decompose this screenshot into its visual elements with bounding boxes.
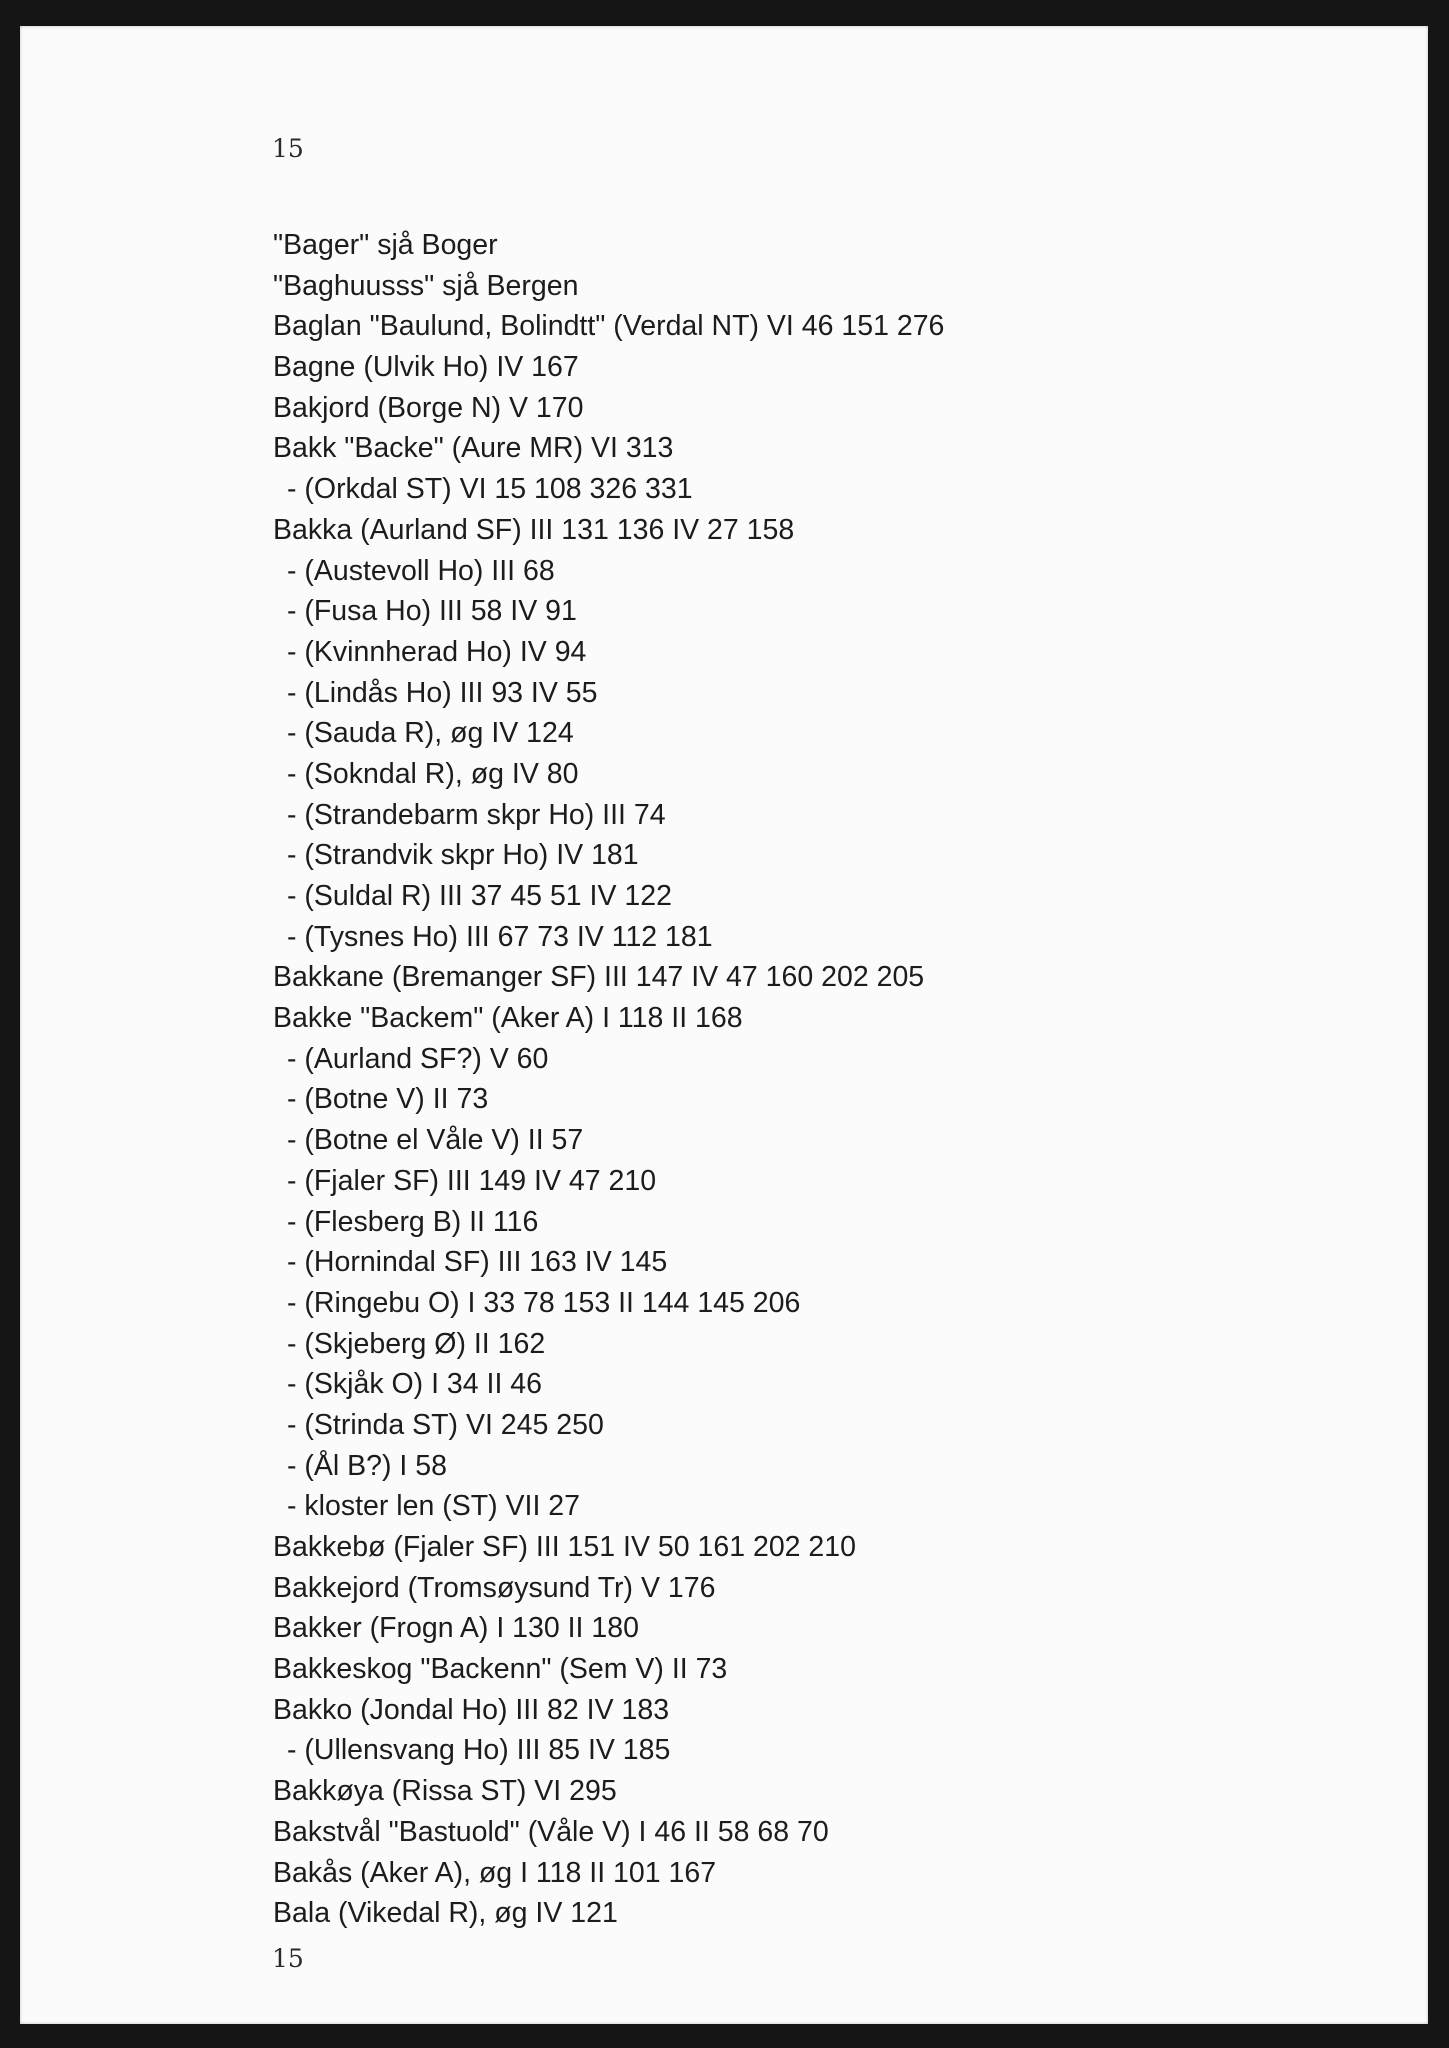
index-subentry: - (Sokndal R), øg IV 80 (287, 757, 579, 790)
index-entry: Bakkane (Bremanger SF) III 147 IV 47 160 202 205 (273, 961, 925, 994)
index-subentry: - (Suldal R) III 37 45 51 IV 122 (287, 880, 672, 912)
index-subentry: - kloster len (ST) VII 27 (287, 1490, 581, 1523)
index-subentry: - (Lindås Ho) III 93 IV 55 (287, 676, 598, 709)
index-entry: Baglan "Baulund, Bolindtt" (Verdal NT) VI 46 151 276 (273, 310, 945, 343)
index-subentry: - (Sauda R), øg IV 124 (287, 717, 574, 750)
index-subentry: - (Skjåk O) I 34 II 46 (287, 1368, 542, 1401)
index-entry: "Bager" sjå Boger (273, 229, 498, 261)
index-entry: Bakk "Backe" (Aure MR) VI 313 (273, 432, 674, 465)
index-subentry: - (Strandvik skpr Ho) IV 181 (287, 839, 639, 872)
index-entry: Bakkeskog "Backenn" (Sem V) II 73 (273, 1653, 728, 1686)
index-entry: Bakkøya (Rissa ST) VI 295 (273, 1775, 617, 1808)
index-subentry: - (Kvinnherad Ho) IV 94 (287, 635, 587, 668)
index-entry: Bakås (Aker A), øg I 118 II 101 167 (273, 1856, 717, 1889)
index-entry-list (273, 225, 944, 1934)
index-entry: Bakka (Aurland SF) III 131 136 IV 27 158 (273, 513, 795, 546)
index-subentry: - (Tysnes Ho) III 67 73 IV 112 181 (287, 920, 713, 953)
index-entry: Bakke "Backem" (Aker A) I 118 II 168 (273, 1002, 743, 1035)
index-subentry: - (Ullensvang Ho) III 85 IV 185 (287, 1734, 671, 1767)
index-entry: Bakjord (Borge N) V 170 (273, 391, 584, 424)
index-entry: Bakkejord (Tromsøysund Tr) V 176 (273, 1571, 716, 1604)
index-subentry: - (Skjeberg Ø) II 162 (287, 1327, 546, 1360)
index-subentry: - (Austevoll Ho) III 68 (287, 554, 555, 587)
index-subentry: - (Aurland SF?) V 60 (287, 1042, 549, 1075)
index-subentry: - (Ringebu O) I 33 78 153 II 144 145 206 (287, 1286, 801, 1319)
index-entry: Bakko (Jondal Ho) III 82 IV 183 (273, 1693, 670, 1726)
index-subentry: - (Ål B?) I 58 (287, 1449, 447, 1482)
index-entry: Bagne (Ulvik Ho) IV 167 (273, 351, 579, 384)
index-subentry: - (Strandebarm skpr Ho) III 74 (287, 798, 666, 831)
index-subentry: - (Flesberg B) II 116 (287, 1205, 539, 1238)
index-entry: Bakkebø (Fjaler SF) III 151 IV 50 161 202 210 (273, 1531, 856, 1563)
index-entry: Bakstvål "Bastuold" (Våle V) I 46 II 58 68 70 (273, 1815, 829, 1848)
page-number-top: 15 (272, 134, 304, 163)
index-subentry: - (Botne el Våle V) II 57 (287, 1124, 584, 1157)
index-subentry: - (Orkdal ST) VI 15 108 326 331 (287, 473, 693, 506)
document-page (20, 26, 1428, 2024)
page-number-bottom: 15 (272, 1944, 304, 1973)
index-entry: Bala (Vikedal R), øg IV 121 (273, 1897, 618, 1930)
index-subentry: - (Hornindal SF) III 163 IV 145 (287, 1246, 668, 1279)
index-entry: Bakker (Frogn A) I 130 II 180 (273, 1612, 639, 1645)
index-entry: "Baghuusss" sjå Bergen (273, 269, 579, 302)
index-subentry: - (Fjaler SF) III 149 IV 47 210 (287, 1164, 657, 1197)
index-subentry: - (Strinda ST) VI 245 250 (287, 1408, 604, 1441)
index-subentry: - (Fusa Ho) III 58 IV 91 (287, 595, 577, 628)
index-subentry: - (Botne V) II 73 (287, 1083, 489, 1116)
